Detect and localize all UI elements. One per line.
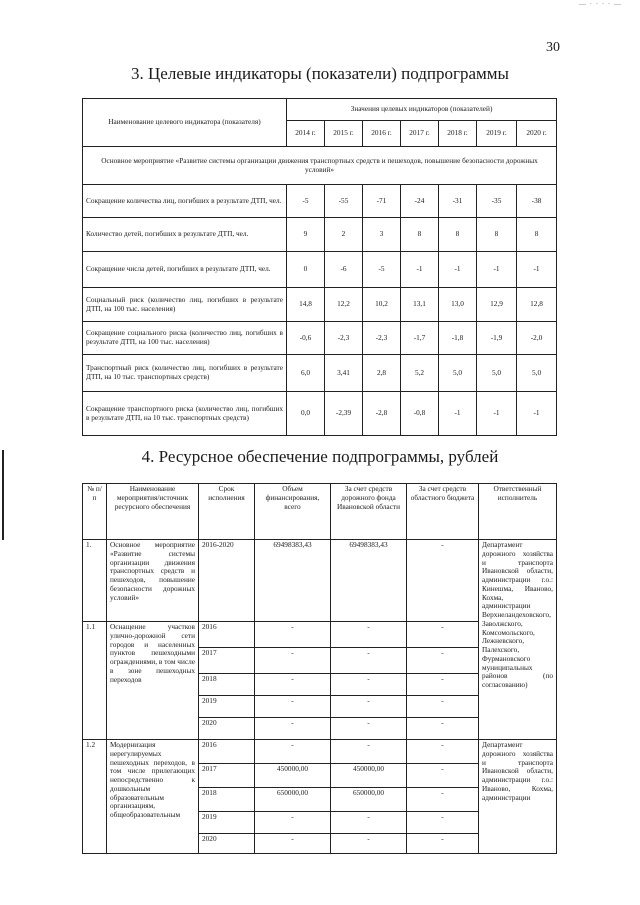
indicator-value: -6 — [325, 252, 363, 288]
indicator-name: Транспортный риск (количество лиц, погибших в результате ДТП, на 10 тыс. транспортных средств) — [83, 355, 287, 392]
year-header: 2020 г. — [517, 121, 557, 147]
indicator-value: -0,6 — [287, 322, 325, 355]
indicator-value: -35 — [477, 185, 517, 218]
regional: - — [407, 540, 479, 622]
road-fund: - — [331, 622, 407, 648]
measure-name: Оснащение участков улично-дорожной сети городов и населенных пунктов пешеходными ограждениями, в том числе в зоне пешеходных переходов — [107, 622, 199, 740]
header-road-fund: За счет средств дорожного фонда Ивановской области — [331, 484, 407, 540]
year: 2019 — [199, 696, 255, 718]
volume: - — [255, 648, 331, 674]
year: 2017 — [199, 764, 255, 788]
measure-name: Модернизация нерегулируемых пешеходных переходов, в том числе прилегающих непосредственно к дошкольным образовательным организациям, общеобразовательным — [107, 740, 199, 854]
indicator-value: 5,0 — [477, 355, 517, 392]
indicator-name: Количество детей, погибших в результате ДТП, чел. — [83, 218, 287, 252]
indicator-value: 3 — [363, 218, 401, 252]
regional: - — [407, 812, 479, 834]
indicator-value: -2,8 — [363, 392, 401, 436]
indicator-value: 10,2 — [363, 288, 401, 322]
indicator-value: 5,0 — [517, 355, 557, 392]
year: 2016 — [199, 622, 255, 648]
executor: Департамент дорожного хозяйства и транспорта Ивановской области, администрации г.о.: Кинешма, Иваново, Кохма, администрации Верхнеландеховского, Заволжского, Комсомольского, Лежневского, Палехского, Фурмановского муниципальных районов (по согласованию) — [479, 540, 557, 740]
indicator-value: -5 — [363, 252, 401, 288]
row-num: 1.1 — [83, 622, 107, 740]
road-fund: - — [331, 648, 407, 674]
main-measure-row: Основное мероприятие «Развитие системы организации движения транспортных средств и пешеходов, повышение безопасности дорожных условий» — [83, 147, 557, 185]
volume: - — [255, 740, 331, 764]
header-num: № п/п — [83, 484, 107, 540]
volume: - — [255, 834, 331, 854]
indicator-value: -24 — [401, 185, 439, 218]
year-header: 2016 г. — [363, 121, 401, 147]
indicator-value: -2,3 — [363, 322, 401, 355]
regional: - — [407, 788, 479, 812]
header-executor: Ответственный исполнитель — [479, 484, 557, 540]
year: 2016 — [199, 740, 255, 764]
year-header: 2015 г. — [325, 121, 363, 147]
indicator-value: 12,8 — [517, 288, 557, 322]
indicator-name: Сокращение транспортного риска (количество лиц, погибших в результате ДТП, на 10 тыс. транспортных средств) — [83, 392, 287, 436]
indicator-value: -5 — [287, 185, 325, 218]
regional: - — [407, 674, 479, 696]
indicator-value: 13,0 — [439, 288, 477, 322]
indicator-name: Сокращение социального риска (количество лиц, погибших в результате ДТП, на 100 тыс. населения) — [83, 322, 287, 355]
year: 2018 — [199, 674, 255, 696]
executor: Департамент дорожного хозяйства и транспорта Ивановской области, администрации г.о.: Иваново, Кохма, администрации — [479, 740, 557, 854]
regional: - — [407, 622, 479, 648]
road-fund: - — [331, 718, 407, 740]
indicator-value: 3,41 — [325, 355, 363, 392]
indicator-value: 0 — [287, 252, 325, 288]
indicator-value: 5,0 — [439, 355, 477, 392]
page-number: 30 — [546, 40, 560, 55]
period: 2016-2020 — [199, 540, 255, 622]
regional: - — [407, 764, 479, 788]
indicator-value: -38 — [517, 185, 557, 218]
resources-table — [82, 483, 557, 854]
year: 2020 — [199, 718, 255, 740]
indicator-value: 12,9 — [477, 288, 517, 322]
section3-title: 3. Целевые индикаторы (показатели) подпрограммы — [131, 64, 509, 83]
indicator-value: 8 — [477, 218, 517, 252]
indicator-name: Социальный риск (количество лиц, погибших в результате ДТП, на 100 тыс. населения) — [83, 288, 287, 322]
indicator-value: -1 — [439, 392, 477, 436]
road-fund: 650000,00 — [331, 788, 407, 812]
indicator-value: -1,7 — [401, 322, 439, 355]
indicator-values-header: Значения целевых индикаторов (показателей) — [287, 99, 557, 121]
year: 2017 — [199, 648, 255, 674]
indicator-value: -31 — [439, 185, 477, 218]
road-fund: 450000,00 — [331, 764, 407, 788]
indicator-value: 8 — [517, 218, 557, 252]
year: 2019 — [199, 812, 255, 834]
regional: - — [407, 696, 479, 718]
header-volume: Объем финансирования, всего — [255, 484, 331, 540]
indicator-value: 12,2 — [325, 288, 363, 322]
indicator-name: Сокращение числа детей, погибших в результате ДТП, чел. — [83, 252, 287, 288]
indicator-value: 8 — [401, 218, 439, 252]
indicator-value: -1 — [517, 252, 557, 288]
regional: - — [407, 648, 479, 674]
indicator-value: 2,8 — [363, 355, 401, 392]
year: 2018 — [199, 788, 255, 812]
indicator-value: 5,2 — [401, 355, 439, 392]
indicator-value: 6,0 — [287, 355, 325, 392]
scan-mark: — · · · · — — [578, 0, 622, 8]
year-header: 2019 г. — [477, 121, 517, 147]
year-header: 2017 г. — [401, 121, 439, 147]
volume: - — [255, 812, 331, 834]
indicator-value: -1 — [401, 252, 439, 288]
volume: - — [255, 718, 331, 740]
regional: - — [407, 834, 479, 854]
indicator-value: -2,39 — [325, 392, 363, 436]
road-fund: 69498383,43 — [331, 540, 407, 622]
indicator-value: 2 — [325, 218, 363, 252]
indicator-value: 9 — [287, 218, 325, 252]
section4-title: 4. Ресурсное обеспечение подпрограммы, рублей — [141, 447, 499, 466]
row-num: 1. — [83, 540, 107, 622]
indicator-value: 0,0 — [287, 392, 325, 436]
road-fund: - — [331, 674, 407, 696]
indicator-value: 8 — [439, 218, 477, 252]
measure-name: Основное мероприятие «Развитие системы организации движения транспортных средств и пешеходов, повышение безопасности дорожных условий» — [107, 540, 199, 622]
indicator-value: -1 — [477, 392, 517, 436]
header-regional: За счет средств областного бюджета — [407, 484, 479, 540]
indicator-value: -1 — [439, 252, 477, 288]
header-period: Срок исполнения — [199, 484, 255, 540]
indicator-value: 13,1 — [401, 288, 439, 322]
indicator-value: -1 — [517, 392, 557, 436]
indicator-name-header: Наименование целевого индикатора (показателя) — [83, 99, 287, 147]
indicator-value: -1,8 — [439, 322, 477, 355]
indicator-value: -55 — [325, 185, 363, 218]
regional: - — [407, 718, 479, 740]
indicator-value: -2,3 — [325, 322, 363, 355]
volume: 450000,00 — [255, 764, 331, 788]
volume: - — [255, 622, 331, 648]
road-fund: - — [331, 696, 407, 718]
indicator-value: -2,0 — [517, 322, 557, 355]
road-fund: - — [331, 812, 407, 834]
year-header: 2014 г. — [287, 121, 325, 147]
year-header: 2018 г. — [439, 121, 477, 147]
year: 2020 — [199, 834, 255, 854]
volume: 69498383,43 — [255, 540, 331, 622]
indicator-value: -1,9 — [477, 322, 517, 355]
volume: - — [255, 674, 331, 696]
road-fund: - — [331, 740, 407, 764]
row-num: 1.2 — [83, 740, 107, 854]
indicators-table — [82, 98, 557, 436]
road-fund: - — [331, 834, 407, 854]
volume: 650000,00 — [255, 788, 331, 812]
indicator-value: -71 — [363, 185, 401, 218]
regional: - — [407, 740, 479, 764]
header-name: Наименование мероприятия/источник ресурсного обеспечения — [107, 484, 199, 540]
indicator-name: Сокращение количества лиц, погибших в результате ДТП, чел. — [83, 185, 287, 218]
indicator-value: -1 — [477, 252, 517, 288]
indicator-value: -0,8 — [401, 392, 439, 436]
volume: - — [255, 696, 331, 718]
indicator-value: 14,8 — [287, 288, 325, 322]
